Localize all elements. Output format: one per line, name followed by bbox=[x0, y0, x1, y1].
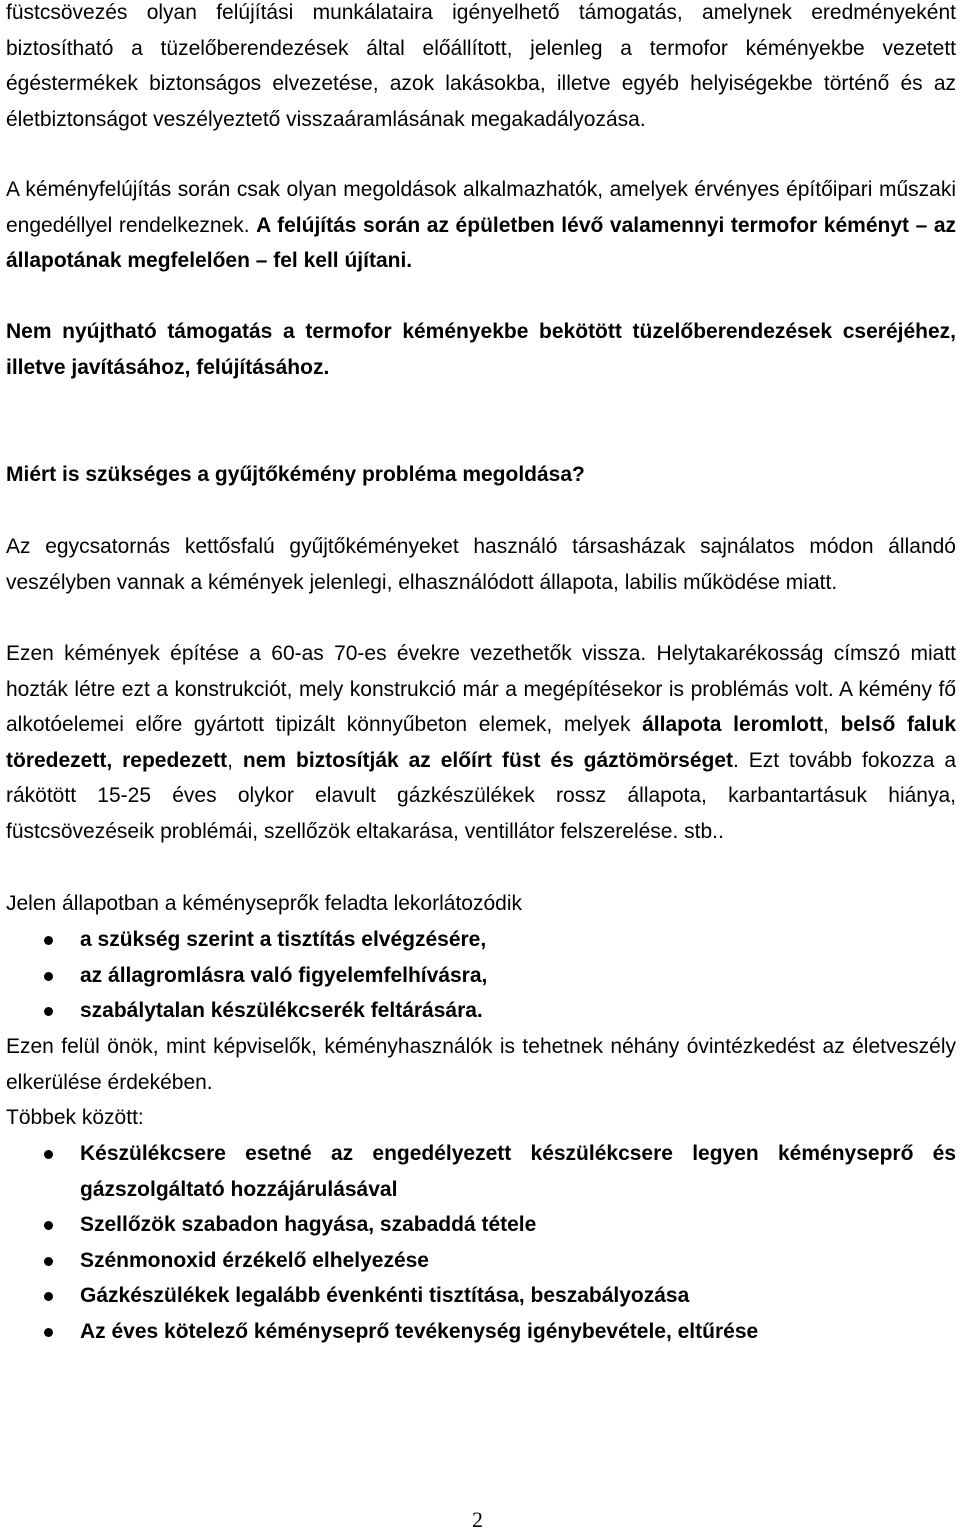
paragraph-intro-text: füstcsövezés olyan felújítási munkálataira igényelhető támogatás, amelynek eredményeként biztosítható a tüzelőberendezések által előállított, jelenleg a termofor kéményekbe vezetett égéstermékek biztonságos elvezetése, azok lakásokba, illetve egyéb helyiségekbe történő és az életbiztonságot veszélyeztető visszaáramlásának megakadályozása. bbox=[6, 1, 956, 131]
paragraph-history-text-4: . Ezt tovább fokozza a rákötött 15-25 éves olykor elavult gázkészülékek rossz állapota, karbantartásuk hiánya, füstcsövezéseik problémái, szellőzök eltakarása, ventillátor felszerelése. stb.. bbox=[6, 748, 956, 843]
paragraph-renovation-bold: A felújítás során az épületben lévő valamennyi termofor kéményt – az állapotának megfelelően – fel kell újítani. bbox=[6, 213, 956, 272]
paragraph-no-support bbox=[6, 314, 956, 385]
paragraph-history bbox=[6, 636, 956, 849]
paragraph-precautions-text: Ezen felül önök, mint képviselők, kéményhasználók is tehetnek néhány óvintézkedést az életveszély elkerülése érdekében. bbox=[6, 1035, 956, 1094]
list-item-text: Szellőzök szabadon hagyása, szabaddá tétele bbox=[80, 1213, 537, 1236]
paragraph-history-bold-1: állapota leromlott bbox=[642, 713, 823, 736]
paragraph-renovation-text: A kéményfelújítás során csak olyan megoldások alkalmazhatók, amelyek érvényes építőipari műszaki engedéllyel rendelkeznek. bbox=[6, 178, 956, 237]
list-item bbox=[6, 958, 956, 994]
bullet-icon bbox=[44, 1150, 53, 1159]
bullet-icon bbox=[44, 1257, 53, 1266]
bullet-icon bbox=[44, 972, 53, 981]
paragraph-history-bold-3: nem biztosítják az előírt füst és gáztömörséget bbox=[242, 748, 734, 772]
list-item-text: Szénmonoxid érzékelő elhelyezése bbox=[80, 1248, 429, 1272]
list-item-text: Készülékcsere esetné az engedélyezett készülékcsere legyen kéményseprő és gázszolgáltató hozzájárulásával bbox=[80, 1142, 956, 1201]
list-item-text: az állagromlásra való figyelemfelhívásra, bbox=[80, 963, 488, 987]
page-number: 2 bbox=[472, 1507, 483, 1532]
paragraph-history-text-3: , bbox=[227, 748, 243, 772]
paragraph-among-others bbox=[6, 1100, 956, 1136]
paragraph-history-text-2: , bbox=[822, 713, 841, 736]
paragraph-danger-text: Az egycsatornás kettősfalú gyűjtőkéményeket használó társasházak sajnálatos módon állandó veszélyben vannak a kémények jelenlegi, elhasználódott állapota, labilis működése miatt. bbox=[6, 535, 956, 594]
paragraph-precautions bbox=[6, 1029, 956, 1100]
list-item-text: a szükség szerint a tisztítás elvégzésére, bbox=[80, 928, 487, 951]
bullet-icon bbox=[44, 1328, 53, 1337]
list-item-text: Gázkészülékek legalább évenkénti tisztítása, beszabályozása bbox=[80, 1284, 690, 1307]
paragraph-among-others-text: Többek között: bbox=[6, 1106, 144, 1129]
list-item bbox=[6, 1207, 956, 1243]
precautions-list bbox=[6, 1136, 956, 1349]
paragraph-current-state-text: Jelen állapotban a kéményseprők feladta lekorlátozódik bbox=[6, 892, 522, 915]
list-item bbox=[6, 922, 956, 958]
list-item bbox=[6, 1314, 956, 1350]
bullet-icon bbox=[44, 1221, 53, 1230]
list-item bbox=[6, 1136, 956, 1207]
list-item bbox=[6, 1278, 956, 1314]
paragraph-renovation-rules bbox=[6, 172, 956, 279]
paragraph-history-text-1: Ezen kémények építése a 60-as 70-es évekre vezethetők vissza. Helytakarékosság címszó miatt hozták létre ezt a konstrukciót, mely konstrukció már a megépítésekor is problémás volt. A kémény fő alkotóelemei előre gyártott tipizált könnyűbeton elemek, melyek bbox=[6, 642, 956, 736]
paragraph-no-support-text: Nem nyújtható támogatás a termofor kéményekbe bekötött tüzelőberendezések cseréjéhez, illetve javításához, felújításához. bbox=[6, 320, 956, 379]
paragraph-current-state bbox=[6, 886, 956, 922]
bullet-icon bbox=[44, 1292, 53, 1301]
bullet-icon bbox=[44, 1007, 53, 1016]
section-heading: Miért is szükséges a gyűjtőkémény probléma megoldása? bbox=[6, 463, 585, 486]
paragraph-intro bbox=[6, 0, 956, 137]
bullet-icon bbox=[44, 936, 53, 945]
list-item bbox=[6, 993, 956, 1029]
duties-list bbox=[6, 922, 956, 1029]
list-item-text: Az éves kötelező kéményseprő tevékenység igénybevétele, eltűrése bbox=[80, 1319, 759, 1343]
list-item-text: szabálytalan készülékcserék feltárására. bbox=[80, 999, 483, 1022]
paragraph-history-bold-2: belső faluk töredezett, repedezett bbox=[6, 713, 956, 772]
list-item bbox=[6, 1243, 956, 1279]
paragraph-danger bbox=[6, 529, 956, 600]
